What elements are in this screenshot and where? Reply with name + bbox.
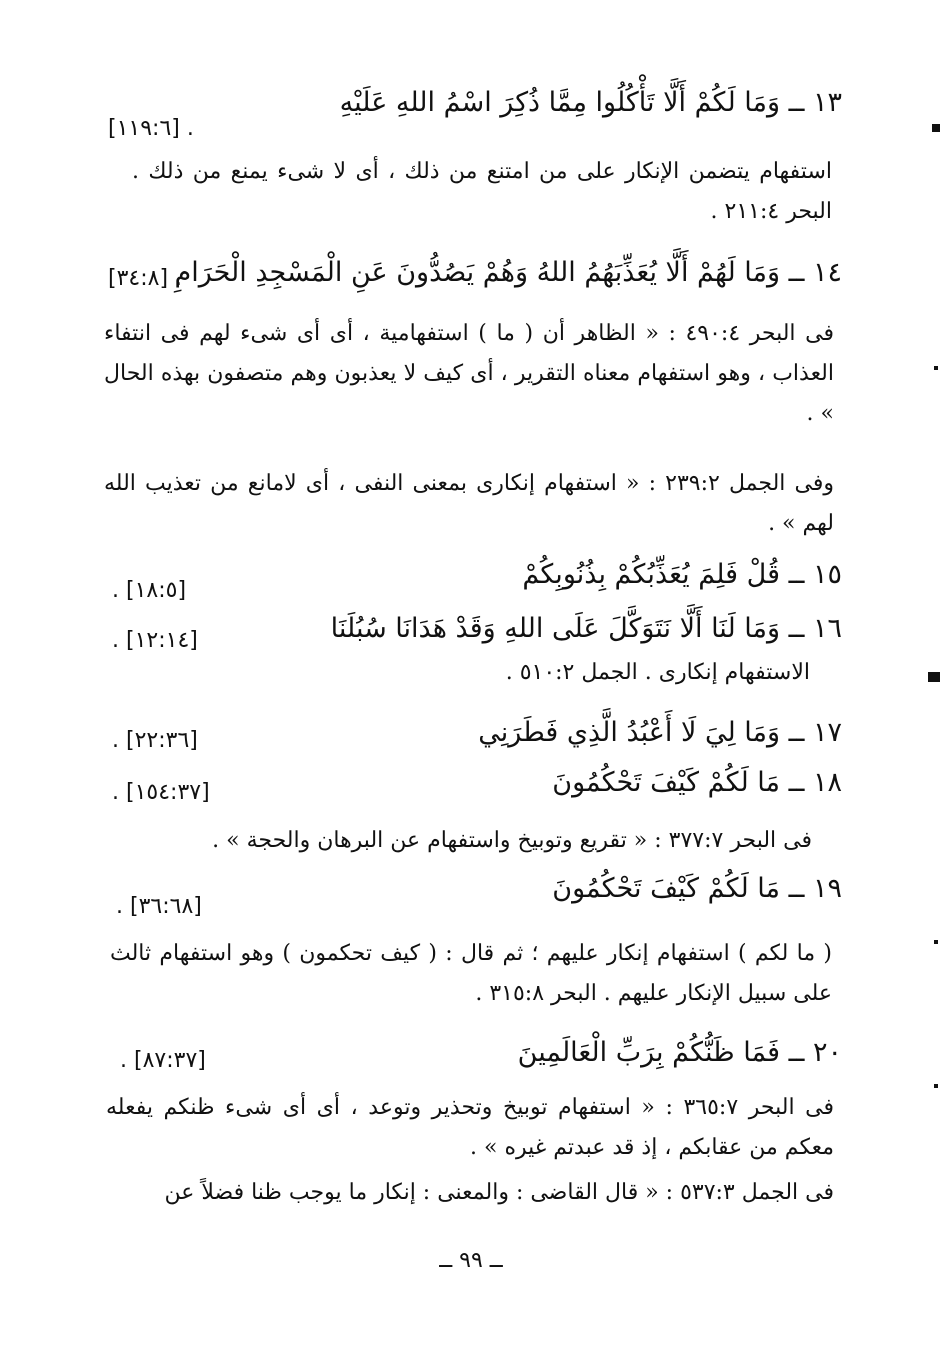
scan-mark xyxy=(934,366,938,370)
verse-17-reference: . [٢٢:٣٦] xyxy=(112,728,198,753)
verse-15: ١٥ ــ قُلْ فَلِمَ يُعَذِّبُكُمْ بِذُنُوبِكُمْ xyxy=(522,559,842,590)
commentary-19: ( ما لكم ) استفهام إنكار عليهم ؛ ثم قال : ( كيف تحكمون ) وهو استفهام ثالث على سبيل الإنكار عليهم . البحر ٣١٥:٨ . xyxy=(110,941,832,1006)
scan-mark xyxy=(928,672,940,682)
verse-14: ١٤ ــ وَمَا لَهُمْ أَلَّا يُعَذِّبَهُمُ اللهُ وَهُمْ يَصُدُّونَ عَنِ الْمَسْجِدِ الْحَرَامِ xyxy=(174,257,842,288)
page-number: ــ ٩٩ ــ xyxy=(439,1248,503,1273)
verse-13-reference: [١١٩:٦] . xyxy=(108,116,194,141)
scan-mark xyxy=(934,1084,938,1088)
verse-20-reference: . [٨٧:٣٧] xyxy=(120,1048,206,1073)
commentary-13: استفهام يتضمن الإنكار على من امتنع من ذلك ، أى لا شىء يمنع من ذلك . البحر ٢١١:٤ . xyxy=(132,159,832,224)
verse-18: ١٨ ــ مَا لَكُمْ كَيْفَ تَحْكُمُونَ xyxy=(552,767,842,798)
commentary-18: فى البحر ٣٧٧:٧ : « تقريع وتوبيخ واستفهام عن البرهان والحجة » . xyxy=(212,828,812,853)
verse-19-reference: . [٣٦:٦٨] xyxy=(116,894,202,919)
scan-mark xyxy=(934,940,938,944)
commentary-14-jamal: وفى الجمل ٢٣٩:٢ : « استفهام إنكارى بمعنى النفى ، أى لامانع من تعذيب الله لهم » . xyxy=(104,471,834,536)
verse-16-reference: . [١٢:١٤] xyxy=(112,628,198,653)
verse-16: ١٦ ــ وَمَا لَنَا أَلَّا نَتَوَكَّلَ عَلَى اللهِ وَقَدْ هَدَانَا سُبُلَنَا xyxy=(330,613,842,644)
verse-19: ١٩ ــ مَا لَكُمْ كَيْفَ تَحْكُمُونَ xyxy=(552,873,842,904)
commentary-14-bahr: فى البحر ٤٩٠:٤ : « الظاهر أن ( ما ) استفهامية ، أى أى شىء لهم فى انتفاء العذاب ، وهو استفهام معناه التقرير ، أى كيف لا يعذبون وهم متصفون بهذه الحال » . xyxy=(104,321,834,426)
commentary-20-jamal: فى الجمل ٥٣٧:٣ : « قال القاضى : والمعنى : إنكار ما يوجب ظنا فضلاً عن xyxy=(164,1180,834,1205)
commentary-16: الاستفهام إنكارى . الجمل ٥١٠:٢ . xyxy=(505,660,810,685)
verse-13: ١٣ ــ وَمَا لَكُمْ أَلَّا تَأْكُلُوا مِمَّا ذُكِرَ اسْمُ اللهِ عَلَيْهِ xyxy=(339,87,842,118)
scan-mark xyxy=(932,124,940,132)
verse-14-reference: [٣٤:٨] . xyxy=(108,266,183,291)
verse-18-reference: . [١٥٤:٣٧] xyxy=(112,780,210,805)
commentary-20-bahr: فى البحر ٣٦٥:٧ : « استفهام توبيخ وتحذير وتوعد ، أى أى شىء ظنكم يفعله معكم من عقابكم ، إذ قد عبدتم غيره » . xyxy=(106,1095,834,1160)
verse-17: ١٧ ــ وَمَا لِيَ لَا أَعْبُدُ الَّذِي فَطَرَنِي xyxy=(478,717,842,748)
verse-15-reference: . [١٨:٥] xyxy=(112,578,187,603)
verse-20: ٢٠ ــ فَمَا ظَنُّكُمْ بِرَبِّ الْعَالَمِينَ xyxy=(517,1037,842,1068)
